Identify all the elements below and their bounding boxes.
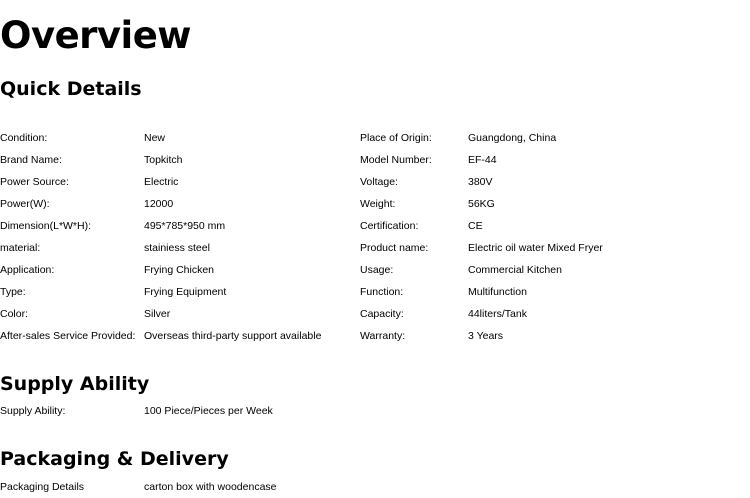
- detail-label: Warranty:: [360, 330, 406, 342]
- supply-ability-value: 100 Piece/Pieces per Week: [144, 405, 273, 417]
- table-row: [0, 127, 750, 149]
- supply-ability-label: Supply Ability:: [0, 405, 66, 417]
- detail-value: EF-44: [468, 154, 497, 166]
- detail-label: Power Source:: [0, 176, 69, 188]
- detail-label: Condition:: [0, 132, 48, 144]
- table-row: [0, 171, 750, 193]
- detail-value: 44liters/Tank: [468, 308, 527, 320]
- detail-label: Place of Origin:: [360, 132, 432, 144]
- page-title: Overview: [0, 14, 191, 57]
- detail-value: Electric oil water Mixed Fryer: [468, 242, 603, 254]
- table-row: [0, 281, 750, 303]
- detail-label: Weight:: [360, 198, 396, 210]
- detail-label: Dimension(L*W*H):: [0, 220, 92, 232]
- detail-label: Capacity:: [360, 308, 404, 320]
- supply-ability-row: [0, 400, 750, 422]
- table-row: [0, 325, 750, 347]
- detail-value: CE: [468, 220, 483, 232]
- detail-value: Multifunction: [468, 286, 527, 298]
- detail-value: 3 Years: [468, 330, 504, 342]
- detail-label: After-sales Service Provided:: [0, 330, 136, 342]
- detail-label: material:: [0, 242, 41, 254]
- detail-label: Model Number:: [360, 154, 432, 166]
- detail-value: 495*785*950 mm: [144, 220, 226, 232]
- detail-label: Application:: [0, 264, 55, 276]
- table-row: [0, 149, 750, 171]
- detail-value: Overseas third-party support available: [144, 330, 322, 342]
- table-row: [0, 215, 750, 237]
- table-row: [0, 193, 750, 215]
- detail-label: Type:: [0, 286, 26, 298]
- quick-details-table: [0, 127, 750, 347]
- supply-ability-heading: Supply Ability: [0, 373, 150, 395]
- detail-value: Frying Chicken: [144, 264, 215, 276]
- detail-value: 56KG: [468, 198, 495, 210]
- detail-value: 380V: [468, 176, 493, 188]
- packaging-details-value: carton box with woodencase: [144, 481, 277, 493]
- detail-label: Voltage:: [360, 176, 398, 188]
- detail-value: New: [144, 132, 166, 144]
- detail-label: Color:: [0, 308, 29, 320]
- packaging-delivery-heading: Packaging & Delivery: [0, 448, 229, 470]
- detail-value: Frying Equipment: [144, 286, 227, 298]
- detail-value: Commercial Kitchen: [468, 264, 562, 276]
- detail-value: 12000: [144, 198, 174, 210]
- detail-value: Guangdong, China: [468, 132, 557, 144]
- detail-value: Topkitch: [144, 154, 183, 166]
- detail-label: Brand Name:: [0, 154, 62, 166]
- detail-label: Power(W):: [0, 198, 50, 210]
- detail-label: Function:: [360, 286, 404, 298]
- detail-label: Usage:: [360, 264, 394, 276]
- detail-value: stainiess steel: [144, 242, 210, 254]
- table-row: [0, 259, 750, 281]
- detail-value: Silver: [144, 308, 171, 320]
- detail-label: Certification:: [360, 220, 419, 232]
- packaging-details-row: [0, 476, 750, 498]
- quick-details-heading: Quick Details: [0, 78, 142, 100]
- table-row: [0, 303, 750, 325]
- detail-value: Electric: [144, 176, 179, 188]
- detail-label: Product name:: [360, 242, 429, 254]
- table-row: [0, 237, 750, 259]
- packaging-details-label: Packaging Details: [0, 481, 85, 493]
